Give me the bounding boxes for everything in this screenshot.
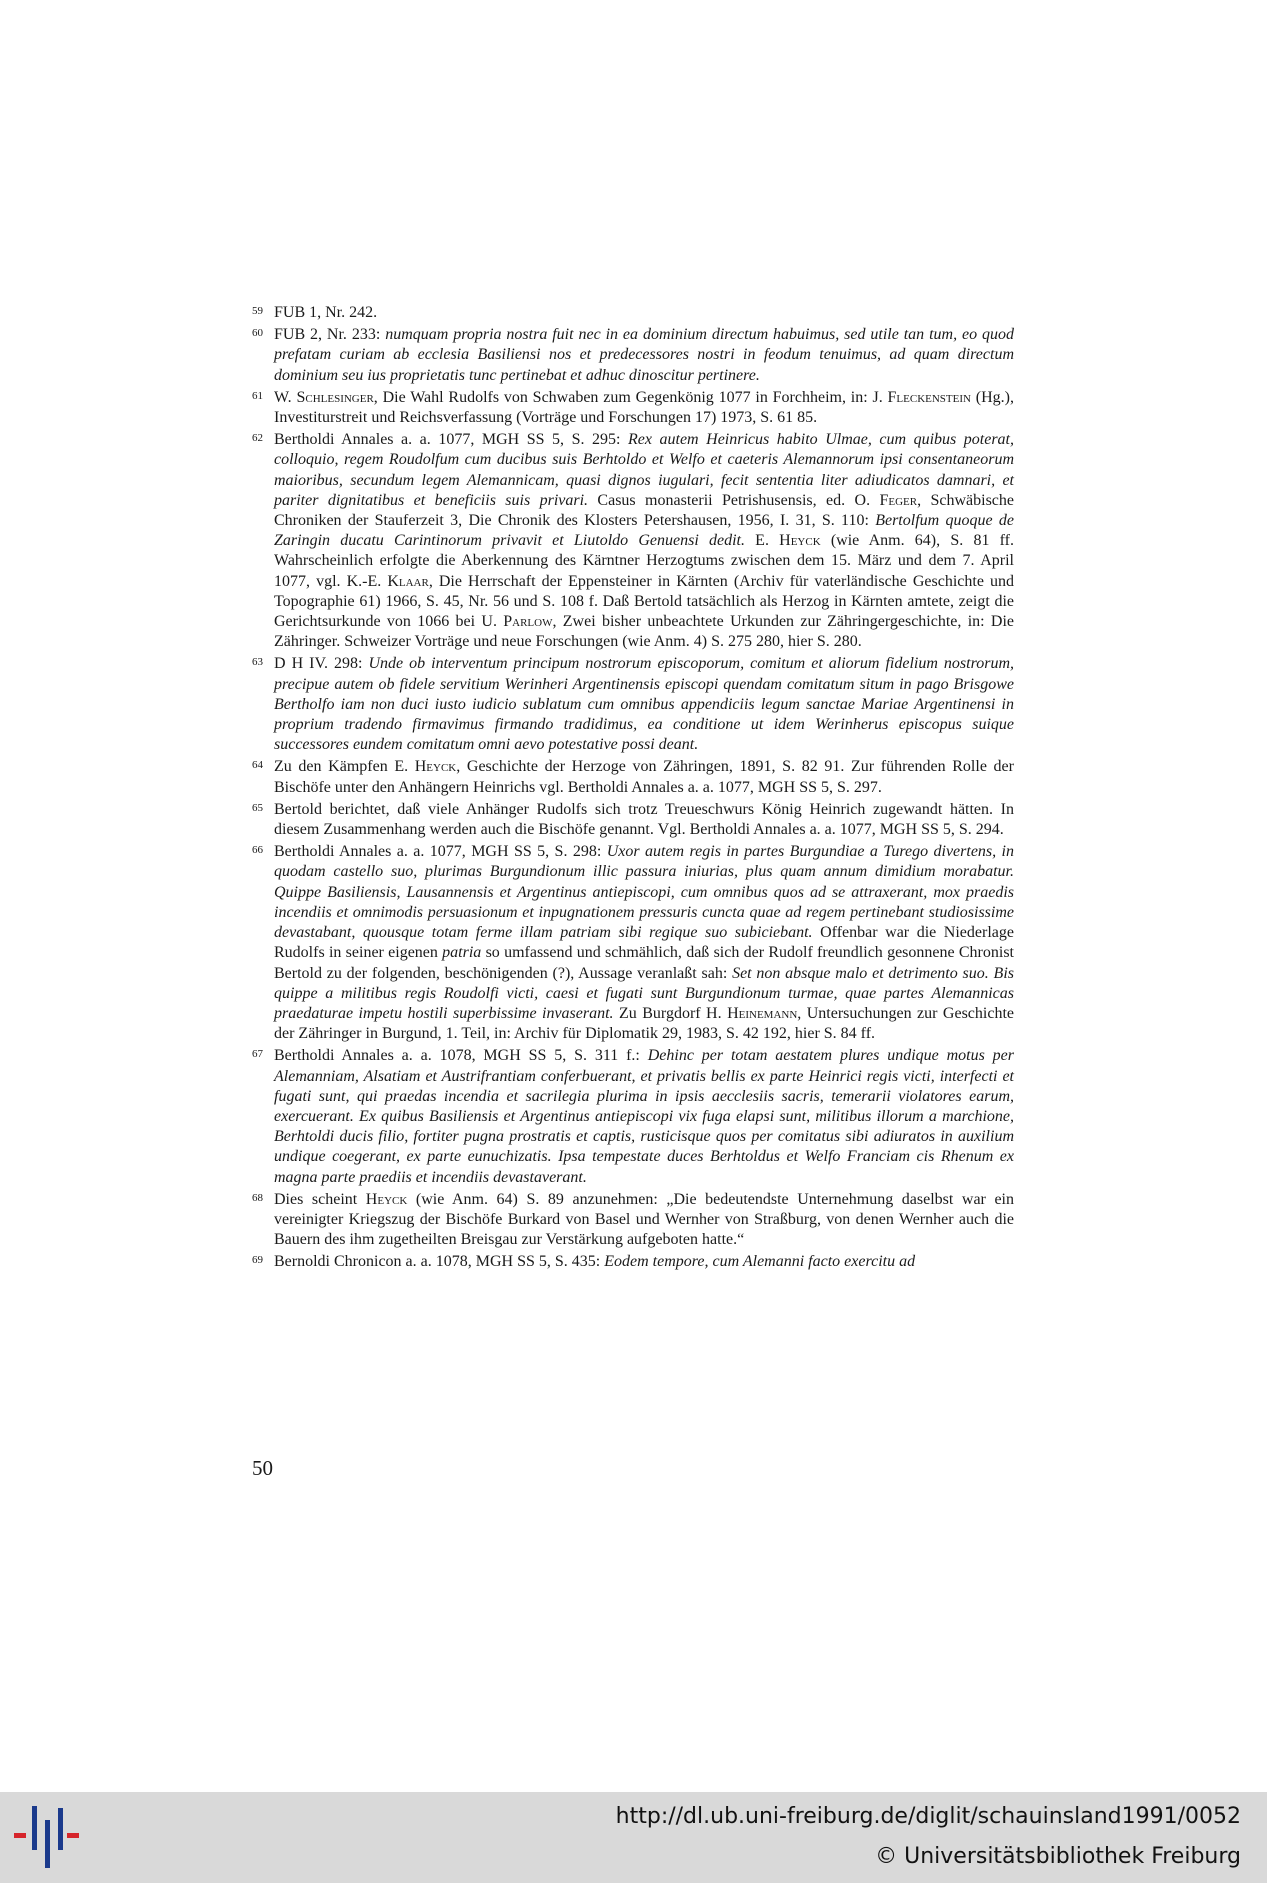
footnote-text-segment: , Untersuchungen zur Geschichte der Zähringer in Burgund, 1. Teil, in: Archiv für Diplomatik 29, 1983, S. 42 192, hier S. 84 ff. bbox=[274, 1004, 1014, 1043]
footnote-number: 59 bbox=[252, 305, 263, 317]
footnote-61 bbox=[252, 388, 1014, 428]
footnote-text-segment: , Die Wahl Rudolfs von Schwaben zum Gegenkönig 1077 in Forchheim, in: J. bbox=[373, 388, 888, 406]
footnote-text-segment: (Hg.), Investiturstreit und Reichsverfassung (Vorträge und Forschungen 17) 1973, S. 61 85. bbox=[274, 388, 1015, 427]
footnote-text-segment: , Die Herrschaft der Eppensteiner in Kärnten (Archiv für vaterländische Geschichte und Topographie 61) 1966, S. 45, Nr. 56 und S. 108 f. Daß Bertold tatsächlich als Herzog in Kärnten amtete, zeigt die Gerichtsurkunde von 1066 bei U. bbox=[274, 572, 1014, 631]
footnote-59 bbox=[252, 303, 1014, 323]
author-name: Feger bbox=[879, 491, 918, 509]
footnote-text bbox=[274, 655, 1014, 753]
footnote-text-segment: Bertholdi Annales a. a. 1077, MGH SS 5, S. 298: bbox=[274, 843, 607, 861]
footnote-text-segment: so umfassend und schmählich, daß sich der Rudolf freundlich gesonnene Chronist Bertold zu der folgenden, beschönigenden (?), Aussage veranlaßt sah: bbox=[274, 944, 1014, 982]
footnote-number: 68 bbox=[252, 1191, 263, 1204]
footnote-text-segment: FUB 2, Nr. 233: bbox=[274, 326, 386, 344]
author-name: Heinemann bbox=[727, 1004, 798, 1022]
footnote-number: 64 bbox=[252, 759, 263, 772]
footnote-text bbox=[274, 304, 377, 321]
footnote-text bbox=[274, 1047, 1014, 1185]
footnote-number: 61 bbox=[252, 389, 263, 402]
footnote-text bbox=[274, 1191, 1014, 1248]
footnote-text-segment: Casus monasterii Petrishusensis, ed. O. bbox=[588, 491, 880, 509]
quoted-latin-text: Unde ob interventum principum nostrorum episcoporum, comitum et aliorum fidelium nostrorum, precipue autem ob fidele servitium Werinheri Argentinensis episcopi quendam comitatum situm in pago Brisgowe Bertholfo iam non duci iusto iudicio sublatum cum omnibus appendiciis legum sanctae Mariae Argentinensi in proprium tradendo firmavimus firmando tradidimus, ea conditione ut idem Werinherus episcopus suique successores eundem comitatum omni aevo potestative possi deant. bbox=[274, 655, 1015, 754]
footnote-text-segment: W. bbox=[274, 388, 297, 406]
footnote-text-segment: , Zwei bisher unbeachtete Urkunden zur Zähringergeschichte, in: Die Zähringer. Schweizer Vorträge und neue Forschungen (wie Anm. 4) S. 275 280, hier S. 280. bbox=[274, 613, 1015, 651]
footnote-66 bbox=[252, 842, 1014, 1044]
footnote-number: 69 bbox=[252, 1254, 263, 1267]
footnote-text bbox=[274, 1253, 915, 1270]
footer-bar bbox=[0, 1792, 1267, 1883]
quoted-latin-text: Eodem tempore, cum Alemanni facto exercitu ad bbox=[604, 1253, 916, 1271]
quoted-latin-text: numquam propria nostra fuit nec in ea dominium directum habuimus, sed utile tan tum, eo quod prefatam curiam ab ecclesia Basiliensi nos et predecessores nostri in feodum tenuimus, ad quam directum dominium seu ius proprietatis tunc pertinebat et adhuc dinoscitur pertinere. bbox=[274, 326, 1015, 384]
footnote-69 bbox=[252, 1252, 1014, 1272]
ub-freiburg-logo-icon bbox=[12, 1806, 82, 1868]
footnote-number: 67 bbox=[252, 1048, 263, 1061]
footnote-number: 65 bbox=[252, 801, 263, 814]
footnotes-list bbox=[252, 303, 1014, 1275]
author-name: Heyck bbox=[779, 532, 821, 550]
footnote-text-segment: Zu den Kämpfen E. bbox=[274, 758, 415, 776]
copyright-text: © Universitätsbibliothek Freiburg bbox=[875, 1844, 1241, 1869]
footnote-67 bbox=[252, 1046, 1014, 1187]
quoted-latin-text: Set non absque malo et detrimento suo. Bis quippe a militibus regis Roudolfi victi, caesi et fugati sunt Burgundionum turmae, quae partes Alemannicas praedaturae impetu hostili superbissime invaserant. bbox=[274, 964, 1014, 1022]
footnote-text bbox=[274, 801, 1014, 838]
footnote-text-segment: (wie Anm. 64), S. 81 ff. Wahrscheinlich erfolgte die Aberkennung des Kärntner Herzogtums zwischen dem 15. März und dem 7. April 1077, vgl. K.-E. bbox=[274, 532, 1015, 590]
footnote-text-segment: , Geschichte der Herzoge von Zähringen, 1891, S. 82 91. Zur führenden Rolle der Bischöfe unter den Anhängern Heinrichs vgl. Bertholdi Annales a. a. 1077, MGH SS 5, S. 297. bbox=[274, 758, 1014, 796]
footnote-60 bbox=[252, 325, 1014, 386]
footnote-text bbox=[274, 431, 1014, 650]
footnote-text-segment: Bertholdi Annales a. a. 1078, MGH SS 5, S. 311 f.: bbox=[274, 1047, 648, 1065]
footnote-text-segment: Bertold berichtet, daß viele Anhänger Rudolfs sich trotz Treueschwurs König Heinrich zugewandt hätten. In diesem Zusammenhang werden auch die Bischöfe genannt. Vgl. Bertholdi Annales a. a. 1077, MGH SS 5, S. 294. bbox=[274, 800, 1014, 839]
quoted-latin-text: Uxor autem regis in partes Burgundiae a Turego divertens, in quodam castello suo, plurimas Burgundionum illic passura iniurias, plus quam annum dimidium morabatur. Quippe Basiliensis, Lausannensis et Argentinus antiepiscopi, cum omnibus quos ad se attraxerant, mox praedis incendiis et omnimodis persuasionum et inpugnationem pressuris cuncta quae ad regem pertinebant studiosissime devastabant, quousque totam ferme illam patriam sibi regique suo subiciebant. bbox=[274, 843, 1014, 942]
footnote-number: 63 bbox=[252, 656, 263, 669]
quoted-latin-text: Dehinc per totam aestatem plures undique motus per Alemanniam, Alsatiam et Austrifrantiam conferbuerant, et privatis bellis ex parte Heinrici regis victi, interfecti et fugati sunt, qui praedas incendia et sacrilegia plurima in ipsis aecclesiis sacris, temerarii violatores earum, exercuerant. Ex quibus Basiliensis et Argentinus antiepiscopi vix fuga elapsi sunt, militibus illorum a marchione, Berhtoldi ducis filio, fortiter pugna prostratis et captis, rusticisque quos per comitatus sibi adiuratos in auxilium undique coegerant, ex parte eunuchizatis. Ipsa tempestate duces Berhtoldus et Welfo Franciam cis Rhenum ex magna parte praediis et incendiis devastaverant. bbox=[274, 1047, 1015, 1186]
footnote-text-segment: Dies scheint bbox=[274, 1190, 366, 1208]
footnote-65 bbox=[252, 800, 1014, 840]
quoted-latin-text: patria bbox=[442, 944, 482, 962]
footnote-text-segment: Bernoldi Chronicon a. a. 1078, MGH SS 5, S. 435: bbox=[274, 1253, 605, 1271]
author-name: Fleckenstein bbox=[887, 388, 971, 406]
footnote-62 bbox=[252, 430, 1014, 652]
author-name: Klaar bbox=[387, 572, 429, 590]
footnote-text-segment: Zu Burgdorf H. bbox=[613, 1004, 728, 1022]
footnote-text-segment: FUB 1, Nr. 242. bbox=[274, 304, 378, 321]
footnote-text-segment: D H IV. 298: bbox=[274, 655, 369, 673]
footnote-text-segment: (wie Anm. 64) S. 89 anzunehmen: „Die bedeutendste Unternehmung daselbst war ein vereinigter Kriegszug der Bischöfe Burkard von Basel und Wernher von Straßburg, von denen Wernher auch die Bauern des ihm zugetheilten Breisgau zur Verstärkung aufgeboten hatte.“ bbox=[274, 1190, 1014, 1249]
author-name: Parlow bbox=[503, 613, 553, 631]
footnote-number: 60 bbox=[252, 327, 263, 340]
quoted-latin-text: Rex autem Heinricus habito Ulmae, cum quibus poterat, colloquio, regem Roudolfum cum ducibus suis Berhtoldo et Welfo et caeteris Alemannorum ipsi consentaneorum maioribus, secundum legem Alemannicam, quasi dignos iugulari, fecit sententia liter adiudicatos damnari, et pariter dignitatibus et beneficiis suis privari. bbox=[274, 431, 1014, 509]
footnote-64 bbox=[252, 757, 1014, 797]
footnote-68 bbox=[252, 1190, 1014, 1251]
footnote-text-segment: E. bbox=[744, 532, 780, 550]
footnote-text bbox=[274, 389, 1014, 426]
author-name: Heyck bbox=[365, 1190, 408, 1208]
footnote-text-segment: Bertholdi Annales a. a. 1077, MGH SS 5, S. 295: bbox=[274, 431, 628, 449]
footnote-text-segment: Offenbar war die Niederlage Rudolfs in seiner eigenen bbox=[274, 924, 1014, 962]
footnote-text bbox=[274, 326, 1014, 383]
footnote-text bbox=[274, 843, 1014, 1042]
footnote-63 bbox=[252, 654, 1014, 755]
footnote-number: 62 bbox=[252, 432, 263, 445]
page-number: 50 bbox=[252, 1456, 273, 1480]
author-name: Heyck bbox=[414, 758, 457, 776]
footnote-text bbox=[274, 758, 1014, 795]
footnote-number: 66 bbox=[252, 844, 263, 857]
author-name: Schlesinger bbox=[296, 388, 374, 406]
document-url-link[interactable]: http://dl.ub.uni-freiburg.de/diglit/schauinsland1991/0052 bbox=[615, 1804, 1241, 1829]
footnote-text-segment: , Schwäbische Chroniken der Stauferzeit 3, Die Chronik des Klosters Petershausen, 1956, I. 31, S. 110: bbox=[274, 491, 1015, 530]
quoted-latin-text: Bertolfum quoque de Zaringin ducatu Carintinorum privavit et Liutoldo Genuensi dedit. bbox=[274, 512, 1014, 550]
